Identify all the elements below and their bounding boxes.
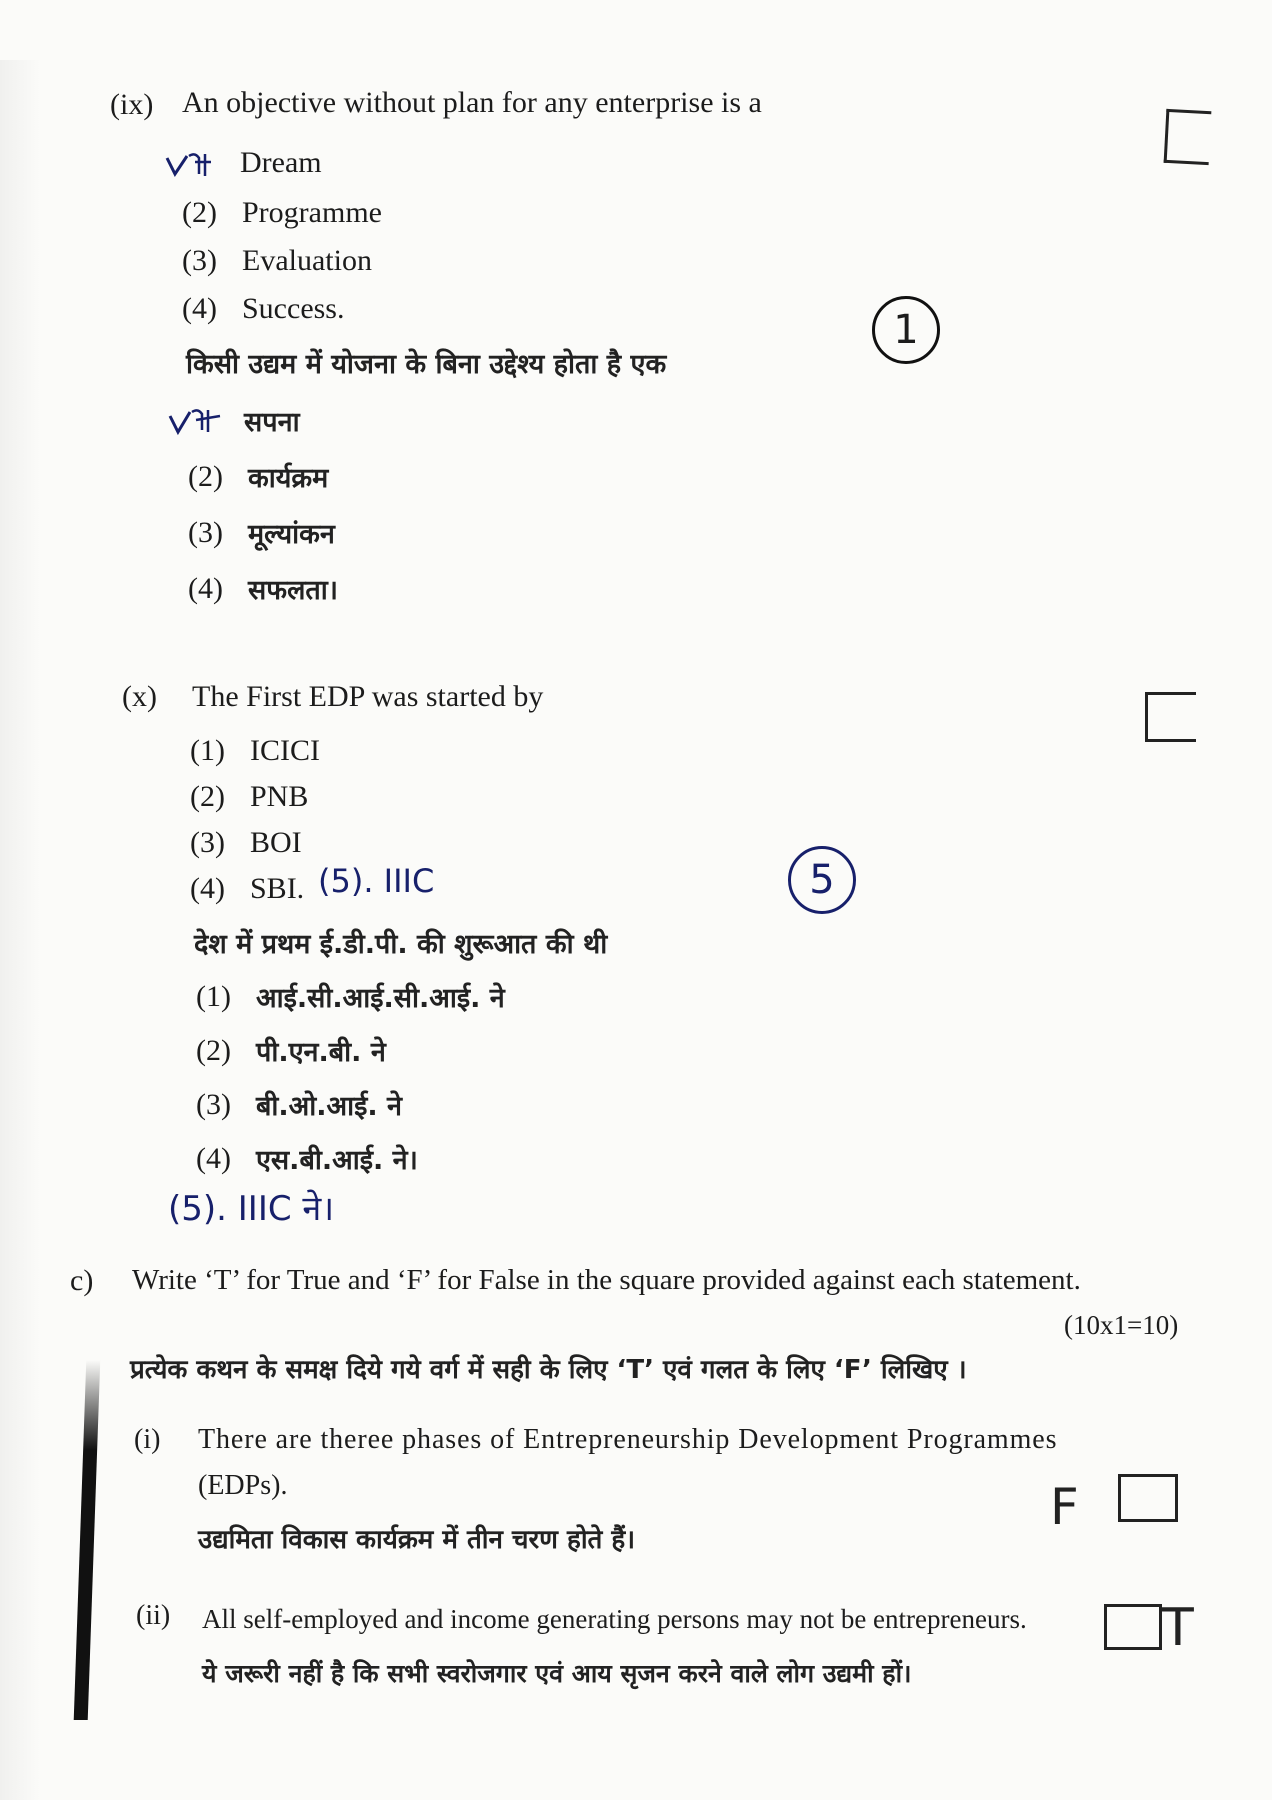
option-ix-2-label: Programme [242, 196, 382, 229]
hindi-option-x-1-number: (1) [196, 980, 231, 1013]
answer-box-ii[interactable] [1104, 1604, 1162, 1650]
hindi-option-ix-2-label: कार्यक्रम [248, 463, 329, 494]
option-x-1-label: ICICI [250, 734, 320, 767]
hindi-option-x-2-label: पी.एन.बी. ने [256, 1037, 386, 1068]
hindi-option-x-3-label: बी.ओ.आई. ने [256, 1091, 403, 1122]
option-ix-1-label: Dream [240, 146, 322, 179]
option-ix-4-label: Success. [242, 292, 345, 325]
hindi-option-x-1-label: आई.सी.आई.सी.आई. ने [256, 983, 505, 1014]
tick-mark-icon [168, 406, 228, 438]
answer-circle-ix: 1 [872, 296, 940, 364]
statement-ii-text: All self-employed and income generating persons may not be entrepreneurs. [202, 1604, 1027, 1634]
option-x-2-label: PNB [250, 780, 309, 813]
statement-i-text-line1: There are theree phases of Entrepreneurship Development Programmes [198, 1424, 1058, 1455]
hindi-option-ix-3-number: (3) [188, 516, 223, 549]
hindi-option-ix-2-number: (2) [188, 460, 223, 493]
statement-ii-hindi: ये जरूरी नहीं है कि सभी स्वरोजगार एवं आय सृजन करने वाले लोग उद्यमी हों। [202, 1659, 912, 1688]
option-ix-3-label: Evaluation [242, 244, 372, 277]
binding-strip [74, 1360, 101, 1720]
hindi-option-x-4-number: (4) [196, 1142, 231, 1175]
option-x-3-number: (3) [190, 826, 225, 859]
hindi-option-x-4-label: एस.बी.आई. ने। [256, 1145, 418, 1176]
statement-ii-number: (ii) [136, 1600, 171, 1631]
section-c-instruction: Write ‘T’ for True and ‘F’ for False in the square provided against each statement. [132, 1264, 1081, 1296]
handwritten-answer-ii: T [1162, 1598, 1194, 1658]
hindi-option-x-2-number: (2) [196, 1034, 231, 1067]
question-x-hindi: देश में प्रथम ई.डी.पी. की शुरूआत की थी [194, 929, 608, 960]
option-x-2-number: (2) [190, 780, 225, 813]
question-ix-text: An objective without plan for any enterprise is a [182, 86, 762, 119]
hindi-option-ix-1-label: सपना [244, 407, 300, 438]
scan-edge [0, 60, 40, 1800]
question-ix-hindi: किसी उद्यम में योजना के बिना उद्देश्य होता है एक [186, 349, 667, 380]
statement-i-number: (i) [134, 1424, 161, 1455]
option-ix-2-number: (2) [182, 196, 217, 229]
option-x-1-number: (1) [190, 734, 225, 767]
option-x-4-number: (4) [190, 872, 225, 905]
question-ix-number: (ix) [110, 88, 154, 121]
tick-mark-icon [165, 150, 215, 180]
section-c-hindi-instruction: प्रत्येक कथन के समक्ष दिये गये वर्ग में सही के लिए ‘T’ एवं गलत के लिए ‘F’ लिखिए । [130, 1355, 967, 1385]
handwritten-answer-i: F [1050, 1478, 1079, 1536]
section-c-marks: (10x1=10) [1064, 1310, 1179, 1340]
handwritten-hindi-option-x-5: (5). IIIC ने। [168, 1189, 335, 1229]
hindi-option-x-3-number: (3) [196, 1088, 231, 1121]
hindi-option-ix-3-label: मूल्यांकन [248, 519, 335, 550]
option-x-3-label: BOI [250, 826, 302, 859]
answer-circle-x: 5 [788, 846, 856, 914]
section-c-label: c) [70, 1264, 94, 1297]
option-ix-4-number: (4) [182, 292, 217, 325]
answer-box-ix [1164, 109, 1212, 165]
option-x-4-label: SBI. [250, 872, 305, 905]
answer-box-i[interactable] [1118, 1474, 1178, 1522]
hindi-option-ix-4-label: सफलता। [248, 575, 338, 606]
question-x-text: The First EDP was started by [192, 680, 544, 713]
handwritten-option-x-5: (5). IIIC [318, 862, 435, 900]
option-ix-3-number: (3) [182, 244, 217, 277]
hindi-option-ix-4-number: (4) [188, 572, 223, 605]
statement-i-hindi: उद्यमिता विकास कार्यक्रम में तीन चरण होते हैं। [198, 1525, 636, 1555]
answer-box-x [1145, 692, 1196, 742]
statement-i-text-line2: (EDPs). [198, 1470, 288, 1501]
question-x-number: (x) [122, 680, 157, 713]
